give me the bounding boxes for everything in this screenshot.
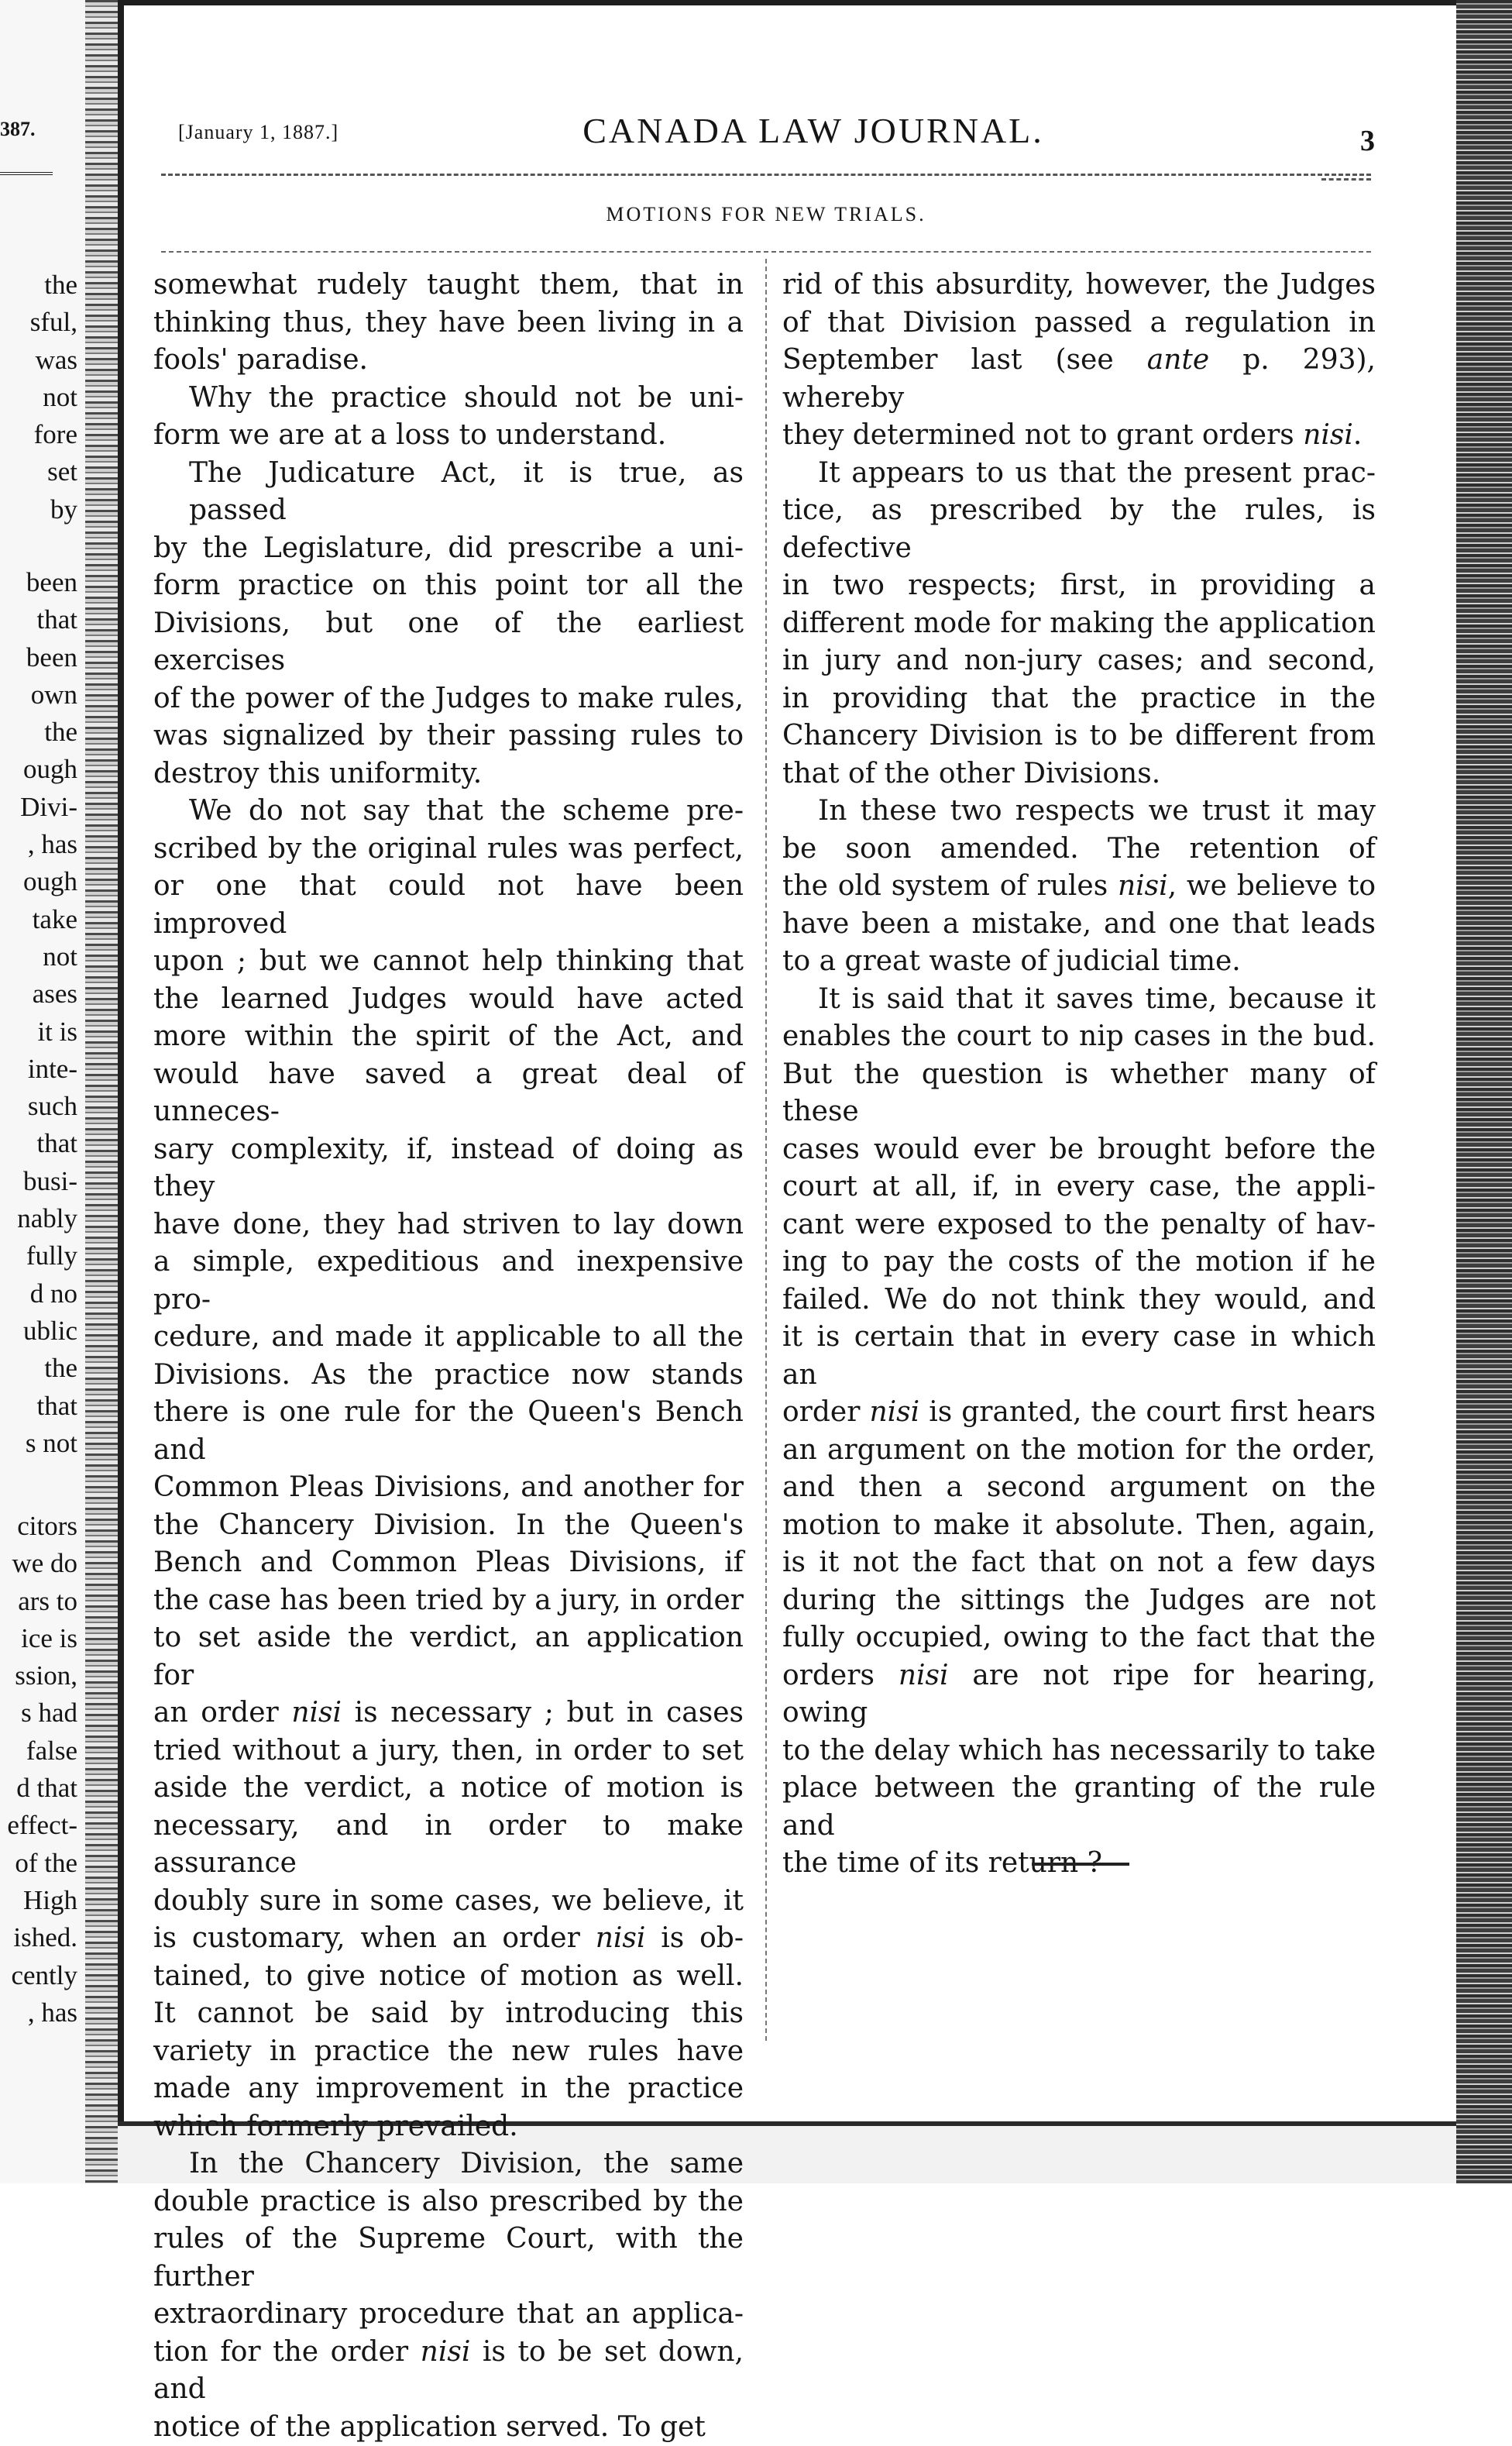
text-line: the time of its return ? <box>782 1845 1376 1883</box>
text-line: sary complexity, if, instead of doing as they <box>153 1131 744 1206</box>
text-line: the learned Judges would have acted <box>153 981 744 1019</box>
column-divider <box>765 259 767 2041</box>
text-line: In these two respects we trust it may <box>782 793 1376 831</box>
text-line: rid of this absurdity, however, the Judges <box>782 267 1376 304</box>
article-end-rule <box>1032 1863 1129 1866</box>
text-line: the Chancery Division. In the Queen's <box>153 1507 744 1545</box>
header-rule <box>161 174 1371 176</box>
text-line: ssion, <box>7 1657 77 1694</box>
previous-page-header-fragment: 387. <box>0 118 36 141</box>
paragraph <box>782 793 1376 981</box>
page-right-edge <box>1456 0 1512 2183</box>
text-line: Why the practice should not be uni- <box>153 380 744 418</box>
paragraph <box>153 380 744 455</box>
text-line: somewhat rudely taught them, that in <box>153 267 744 304</box>
text-line: was <box>30 342 77 379</box>
text-line: Common Pleas Divisions, and another for <box>153 1469 744 1507</box>
text-line: Divisions, but one of the earliest exercises <box>153 605 744 680</box>
text-line: Divisions. As the practice now stands <box>153 1357 744 1395</box>
text-line: which formerly prevailed. <box>153 2108 744 2146</box>
text-line: doubly sure in some cases, we believe, it <box>153 1883 744 1921</box>
text-line: variety in practice the new rules have <box>153 2033 744 2071</box>
text-line: not <box>17 938 77 975</box>
text-line: false <box>7 1732 77 1770</box>
text-line: tion for the order nisi is to be set down, and <box>153 2334 744 2409</box>
text-line: fools' paradise. <box>153 342 744 380</box>
text-line: by the Legislature, did prescribe a uni- <box>153 530 744 568</box>
text-line: Chancery Division is to be different from <box>782 717 1376 755</box>
paragraph <box>153 2145 744 2446</box>
left-column <box>153 267 744 2446</box>
text-line: In the Chancery Division, the same <box>153 2145 744 2183</box>
text-line: ars to <box>7 1583 77 1620</box>
text-line: fully <box>17 1237 77 1275</box>
text-line: aside the verdict, a notice of motion is <box>153 1770 744 1808</box>
text-line: Divi- <box>17 789 77 826</box>
text-line: rules of the Supreme Court, with the further <box>153 2221 744 2296</box>
text-line: d that <box>7 1770 77 1807</box>
text-line: sful, <box>30 304 77 341</box>
text-line: that of the other Divisions. <box>782 755 1376 793</box>
text-line: cases would ever be brought before the <box>782 1131 1376 1169</box>
text-line: destroy this uniformity. <box>153 755 744 793</box>
text-line: made any improvement in the practice <box>153 2070 744 2108</box>
text-line: ished. <box>7 1919 77 1956</box>
text-line: it is <box>17 1013 77 1051</box>
text-line: ases <box>17 975 77 1013</box>
right-column <box>782 267 1376 1883</box>
text-line: by <box>30 491 77 528</box>
text-line: nably <box>17 1200 77 1237</box>
text-line: High <box>7 1882 77 1919</box>
text-line: scribed by the original rules was perfect, <box>153 831 744 869</box>
text-line: It is said that it saves time, because it <box>782 981 1376 1019</box>
text-line: to set aside the verdict, an application for <box>153 1619 744 1694</box>
text-line: more within the spirit of the Act, and <box>153 1018 744 1056</box>
previous-page-text-fragments-c <box>7 1508 77 2031</box>
text-line: upon ; but we cannot help thinking that <box>153 943 744 981</box>
text-line: failed. We do not think they would, and <box>782 1281 1376 1319</box>
text-line: cant were exposed to the penalty of hav- <box>782 1206 1376 1244</box>
paragraph <box>782 981 1376 1883</box>
text-line: of the power of the Judges to make rules, <box>153 680 744 718</box>
text-line: is customary, when an order nisi is ob- <box>153 1920 744 1958</box>
text-line: inte- <box>17 1051 77 1088</box>
text-line: we do <box>7 1545 77 1582</box>
text-line: was signalized by their passing rules to <box>153 717 744 755</box>
text-line: It appears to us that the present prac- <box>782 455 1376 493</box>
text-line: We do not say that the scheme pre- <box>153 793 744 831</box>
text-line: ublic <box>17 1312 77 1350</box>
text-line: , has <box>7 1994 77 2031</box>
paragraph <box>153 455 744 793</box>
text-line: fore <box>30 416 77 453</box>
text-line: It cannot be said by introducing this <box>153 1995 744 2033</box>
text-line: a simple, expeditious and inexpensive pro- <box>153 1244 744 1319</box>
text-line: set <box>30 453 77 490</box>
page-number: 3 <box>1360 124 1375 158</box>
text-line: there is one rule for the Queen's Bench and <box>153 1394 744 1469</box>
issue-date: [January 1, 1887.] <box>178 121 338 144</box>
text-line: in two respects; first, in providing a <box>782 567 1376 605</box>
text-line: be soon amended. The retention of <box>782 831 1376 869</box>
text-line: tained, to give notice of motion as well. <box>153 1958 744 1996</box>
text-line: in providing that the practice in the <box>782 680 1376 718</box>
text-line: motion to make it absolute. Then, again, <box>782 1507 1376 1545</box>
text-line: would have saved a great deal of unneces- <box>153 1056 744 1131</box>
text-line: The Judicature Act, it is true, as passed <box>153 455 744 530</box>
text-line: busi- <box>17 1163 77 1200</box>
text-line: to the delay which has necessarily to take <box>782 1732 1376 1770</box>
text-line: s not <box>17 1425 77 1462</box>
running-head <box>0 0 1512 248</box>
text-line: an argument on the motion for the order, <box>782 1432 1376 1470</box>
text-line: been <box>17 639 77 676</box>
paragraph <box>153 267 744 380</box>
text-line: court at all, if, in every case, the appli- <box>782 1168 1376 1206</box>
text-line: they determined not to grant orders nisi. <box>782 417 1376 455</box>
text-line: ough <box>17 751 77 788</box>
section-rule <box>161 251 1371 253</box>
text-line: the old system of rules nisi, we believe to <box>782 868 1376 906</box>
page-frame-left <box>118 0 124 2183</box>
text-line: the <box>30 267 77 304</box>
text-line: of that Division passed a regulation in <box>782 304 1376 342</box>
text-line: to a great waste of judicial time. <box>782 943 1376 981</box>
text-line: Bench and Common Pleas Divisions, if <box>153 1544 744 1582</box>
text-line: But the question is whether many of these <box>782 1056 1376 1131</box>
text-line: notice of the application served. To get <box>153 2409 744 2446</box>
text-line: own <box>17 676 77 714</box>
text-line: that <box>17 601 77 638</box>
text-line: the <box>17 1350 77 1387</box>
paragraph <box>153 793 744 2145</box>
text-line: ough <box>17 863 77 900</box>
previous-page-text-fragments-b <box>17 564 77 1462</box>
text-line: s had <box>7 1694 77 1732</box>
text-line: is it not the fact that on not a few days <box>782 1544 1376 1582</box>
text-line: order nisi is granted, the court first hears <box>782 1394 1376 1432</box>
text-line: not <box>30 379 77 416</box>
text-line: it is certain that in every case in which an <box>782 1319 1376 1394</box>
text-line: during the sittings the Judges are not <box>782 1582 1376 1620</box>
text-line: take <box>17 901 77 938</box>
text-line: cedure, and made it applicable to all the <box>153 1319 744 1357</box>
text-line: such <box>17 1088 77 1125</box>
text-line: or one that could not have been improved <box>153 868 744 943</box>
text-line: ice is <box>7 1620 77 1657</box>
text-line: September last (see ante p. 293), whereby <box>782 342 1376 417</box>
text-line: tried without a jury, then, in order to set <box>153 1732 744 1770</box>
text-line: form practice on this point tor all the <box>153 567 744 605</box>
text-line: , has <box>17 826 77 863</box>
text-line: the case has been tried by a jury, in order <box>153 1582 744 1620</box>
text-line: place between the granting of the rule and <box>782 1770 1376 1845</box>
text-line: form we are at a loss to understand. <box>153 417 744 455</box>
paragraph <box>782 455 1376 793</box>
text-line: been <box>17 564 77 601</box>
previous-page-text-fragments-a <box>30 267 77 528</box>
section-title: MOTIONS FOR NEW TRIALS. <box>161 203 1371 226</box>
text-line: enables the court to nip cases in the bud. <box>782 1018 1376 1056</box>
text-line: of the <box>7 1845 77 1882</box>
text-line: thinking thus, they have been living in a <box>153 304 744 342</box>
text-line: fully occupied, owing to the fact that the <box>782 1619 1376 1657</box>
text-line: cently <box>7 1957 77 1994</box>
text-line: tice, as prescribed by the rules, is defective <box>782 492 1376 567</box>
text-line: orders nisi are not ripe for hearing, owing <box>782 1657 1376 1732</box>
text-line: the <box>17 714 77 751</box>
text-line: extraordinary procedure that an applica- <box>153 2296 744 2334</box>
text-line: different mode for making the application <box>782 605 1376 643</box>
text-line: necessary, and in order to make assurance <box>153 1808 744 1883</box>
text-line: have been a mistake, and one that leads <box>782 906 1376 944</box>
text-line: d no <box>17 1275 77 1312</box>
text-line: an order nisi is necessary ; but in cases <box>153 1694 744 1732</box>
text-line: that <box>17 1125 77 1162</box>
text-line: effect- <box>7 1807 77 1844</box>
text-line: and then a second argument on the <box>782 1469 1376 1507</box>
text-line: double practice is also prescribed by the <box>153 2183 744 2221</box>
text-line: that <box>17 1388 77 1425</box>
text-line: citors <box>7 1508 77 1545</box>
journal-title: CANADA LAW JOURNAL. <box>434 110 1193 151</box>
text-line: ing to pay the costs of the motion if he <box>782 1244 1376 1281</box>
header-rule-tail <box>1321 178 1371 181</box>
text-line: in jury and non-jury cases; and second, <box>782 642 1376 680</box>
text-line: have done, they had striven to lay down <box>153 1206 744 1244</box>
binding-gutter <box>85 0 121 2183</box>
paragraph <box>782 267 1376 455</box>
